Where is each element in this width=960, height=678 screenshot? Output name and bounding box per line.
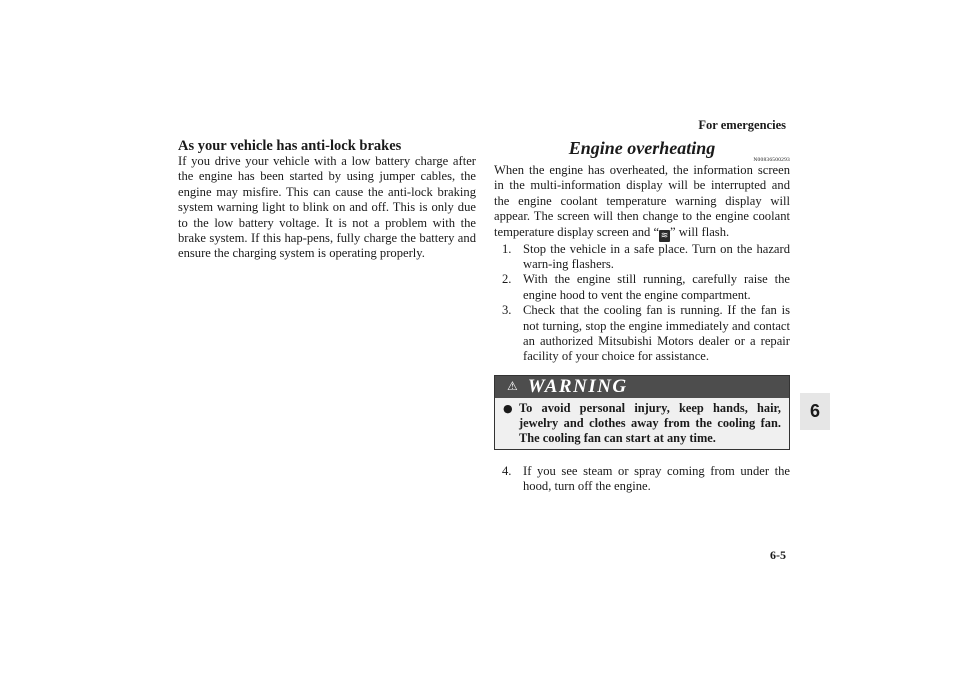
list-item — [494, 303, 790, 365]
list-item — [494, 242, 790, 273]
step-number: 2. — [502, 272, 512, 287]
coolant-temperature-icon: ≋ — [660, 230, 669, 241]
warning-header — [495, 376, 789, 398]
step-text: With the engine still running, carefully raise the engine hood to vent the engine compartment. — [523, 272, 790, 302]
warning-body — [495, 398, 789, 449]
intro-text-after: ” will flash. — [670, 224, 730, 239]
list-item — [494, 464, 790, 495]
step-number: 4. — [502, 463, 512, 478]
steps-list — [494, 242, 790, 365]
page-number: 6-5 — [770, 548, 786, 562]
step-text: Check that the cooling fan is running. If the fan is not turning, stop the engine immediately and contact an authorized Mitsubishi Motors dealer or a repair facility of your choice for assistance. — [523, 303, 790, 364]
right-column — [494, 138, 790, 495]
warning-box — [494, 375, 790, 450]
abs-heading: As your vehicle has anti-lock brakes — [178, 138, 402, 154]
bullet-icon: ● — [503, 401, 513, 415]
step-number: 3. — [502, 303, 512, 318]
left-column — [178, 138, 476, 262]
intro-text-before: When the engine has overheated, the information screen in the multi-information display will be interrupted and the engine coolant temperature warning display will appear. The screen will then change to the engine coolant temperature display screen and “ — [494, 163, 790, 239]
step-text: If you see steam or spray coming from under the hood, turn off the engine. — [523, 463, 790, 494]
steps-list-continued — [494, 464, 790, 495]
list-item — [494, 272, 790, 303]
chapter-tab: 6 — [800, 393, 830, 430]
step-number: 1. — [502, 241, 512, 256]
section-header: For emergencies — [698, 118, 786, 132]
section-title: Engine overheating — [568, 138, 716, 158]
intro-paragraph — [494, 163, 790, 242]
step-text: Stop the vehicle in a safe place. Turn on the hazard warn-ing flashers. — [523, 241, 790, 272]
warning-text: To avoid personal injury, keep hands, hair, jewelry and clothes away from the cooling fan. The cooling fan can start at any time. — [519, 400, 781, 445]
section-code: N00836500293 — [753, 157, 790, 163]
abs-body: If you drive your vehicle with a low battery charge after the engine has been started by using jumper cables, the engine may misfire. This can cause the anti-lock braking system warning light to blink on and off. This is only due to the low battery voltage. It is not a problem with the brake system. If this hap-pens, fully charge the battery and ensure the charging system is operating properly. — [178, 154, 476, 261]
warning-triangle-icon: ⚠ — [507, 379, 518, 394]
warning-title: WARNING — [527, 376, 628, 398]
